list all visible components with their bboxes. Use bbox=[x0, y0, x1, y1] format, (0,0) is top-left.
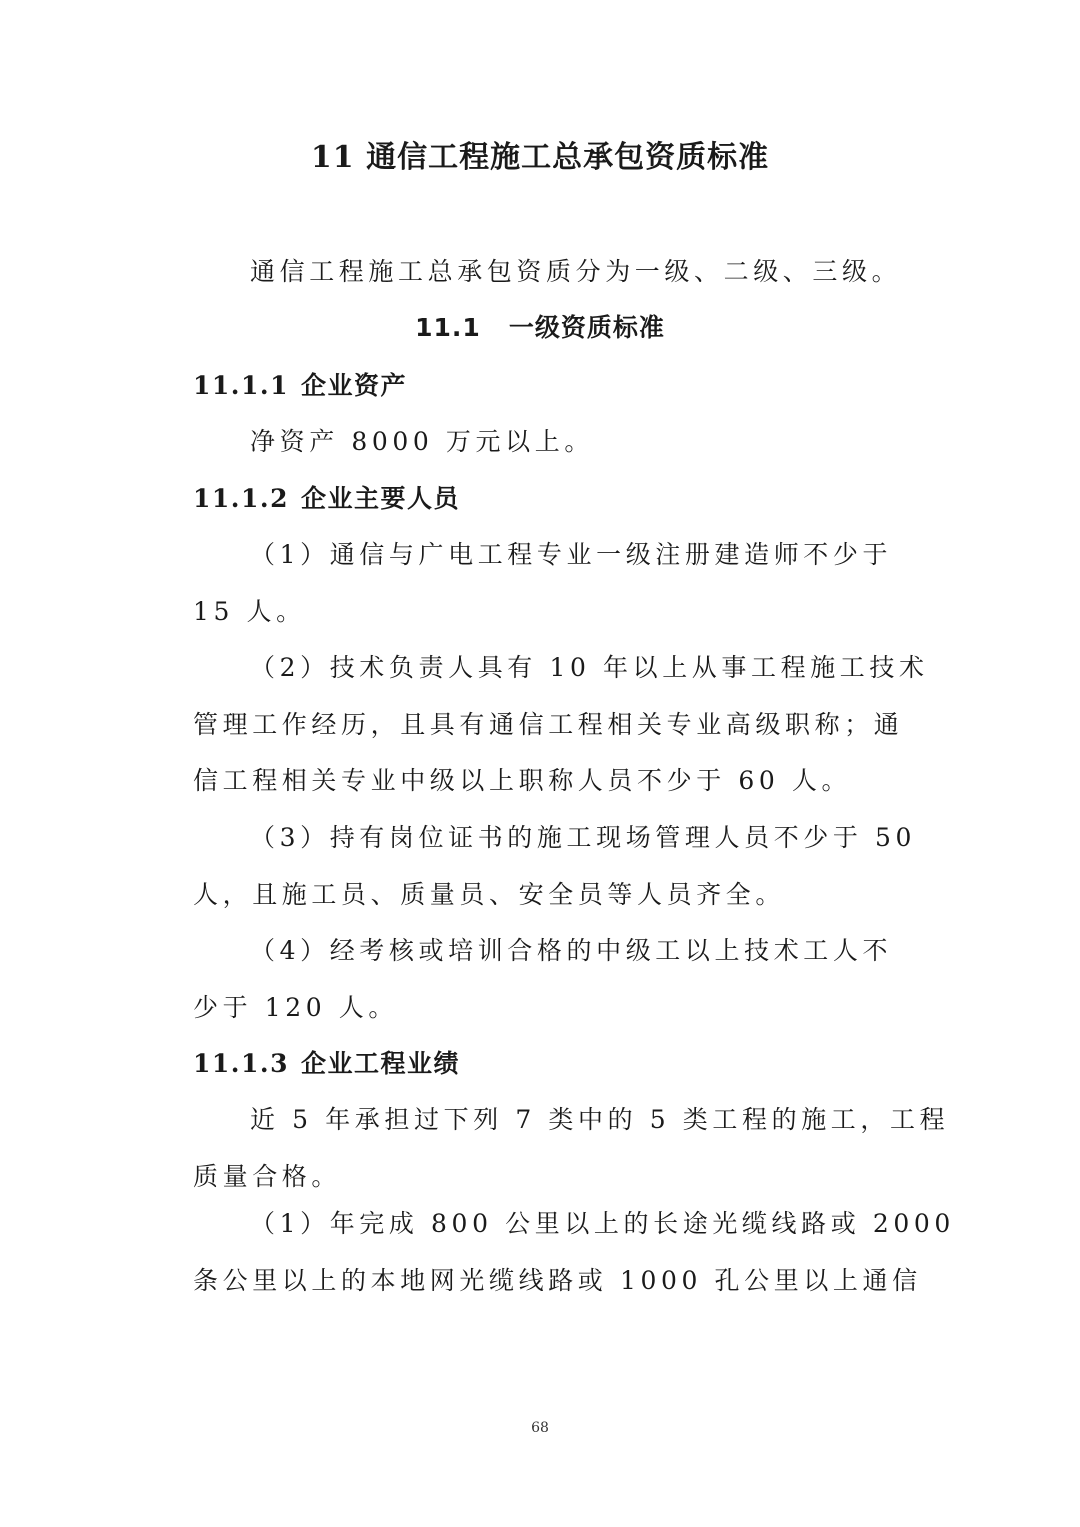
subsection-label: 企业主要人员 bbox=[301, 484, 461, 513]
section-number: 11.1 bbox=[415, 313, 481, 342]
subsection-number: 11.1.2 bbox=[193, 484, 289, 513]
paragraph-line: （4）经考核或培训合格的中级工以上技术工人不 bbox=[250, 936, 893, 965]
paragraph-line: （2）技术负责人具有 10 年以上从事工程施工技术 bbox=[250, 653, 929, 682]
subsection-number: 11.1.3 bbox=[193, 1049, 289, 1078]
paragraph-line: 管理工作经历，且具有通信工程相关专业高级职称；通 bbox=[193, 710, 904, 739]
paragraph-line: （1）通信与广电工程专业一级注册建造师不少于 bbox=[250, 540, 893, 569]
subsection-heading-performance bbox=[193, 1046, 460, 1082]
subsection-number: 11.1.1 bbox=[193, 371, 289, 400]
page-number: 68 bbox=[531, 1420, 549, 1436]
intro-paragraph: 通信工程施工总承包资质分为一级、二级、三级。 bbox=[250, 257, 902, 286]
paragraph-line: 净资产 8000 万元以上。 bbox=[250, 427, 594, 456]
subsection-label: 企业工程业绩 bbox=[301, 1049, 461, 1078]
paragraph-line: 少于 120 人。 bbox=[193, 993, 399, 1022]
paragraph-line: 条公里以上的本地网光缆线路或 1000 孔公里以上通信 bbox=[193, 1266, 922, 1295]
paragraph-line: （1）年完成 800 公里以上的长途光缆线路或 2000 bbox=[250, 1209, 955, 1238]
paragraph-line: 15 人。 bbox=[193, 597, 306, 626]
paragraph-line: 近 5 年承担过下列 7 类中的 5 类工程的施工，工程 bbox=[250, 1105, 950, 1134]
paragraph-line: 质量合格。 bbox=[193, 1162, 342, 1191]
paragraph-line: 人，且施工员、质量员、安全员等人员齐全。 bbox=[193, 880, 786, 909]
subsection-label: 企业资产 bbox=[301, 371, 408, 400]
section-heading bbox=[0, 310, 1080, 346]
subsection-heading-personnel bbox=[193, 481, 460, 517]
paragraph-line: （3）持有岗位证书的施工现场管理人员不少于 50 bbox=[250, 823, 917, 852]
section-label: 一级资质标准 bbox=[508, 313, 665, 342]
page-title: 11 通信工程施工总承包资质标准 bbox=[310, 140, 770, 175]
paragraph-line: 信工程相关专业中级以上职称人员不少于 60 人。 bbox=[193, 766, 852, 795]
subsection-heading-assets bbox=[193, 368, 407, 404]
